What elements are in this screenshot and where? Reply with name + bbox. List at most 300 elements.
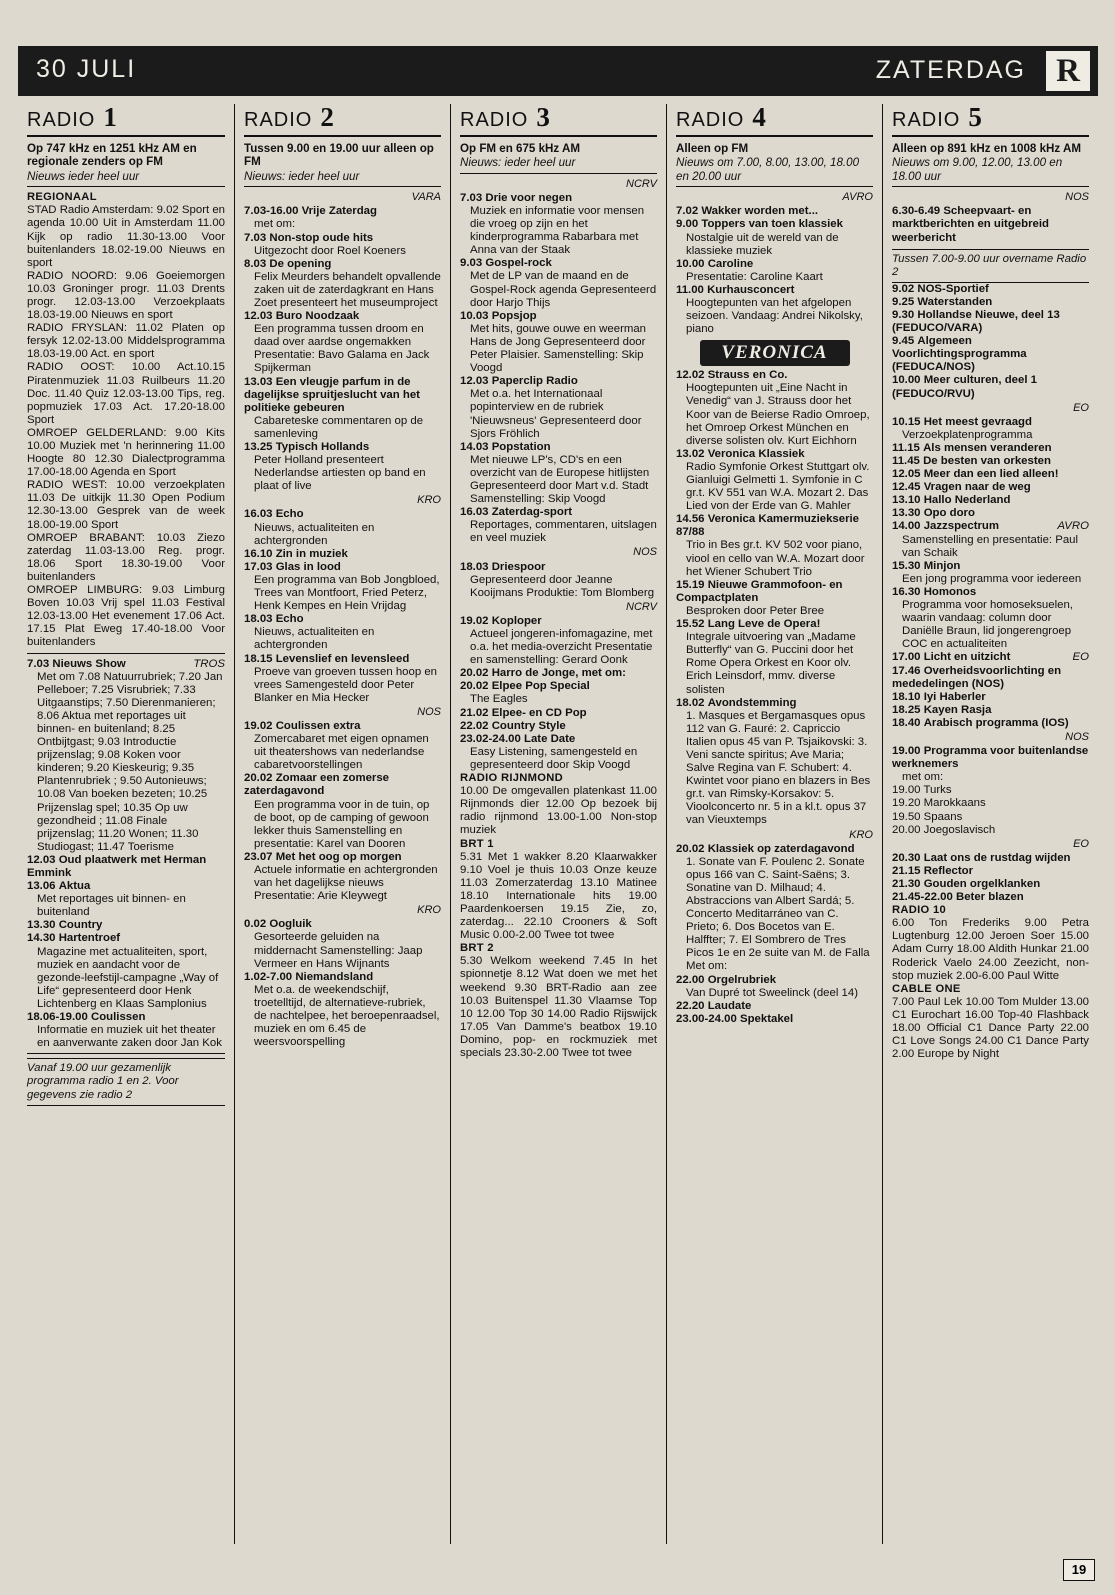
programme-title: Als mensen veranderen [923, 441, 1052, 454]
header-logo: R [1046, 51, 1090, 91]
programme-time: 13.03 [244, 375, 273, 388]
programme-time: 18.06-19.00 [27, 1011, 88, 1024]
schedule-paragraph: STAD Radio Amsterdam: 9.02 Sport en agenda 10.00 Uit in Amsterdam 11.00 Kijk op radio 11.30-13.00 Voor buitenlanders 18.02-19.00 Nieuws en sport [27, 204, 225, 269]
programme-entry [892, 416, 1089, 442]
programme-description: Met de LP van de maand en de Gospel-Rock agenda Gepresenteerd door Harjo Thijs [470, 270, 657, 309]
section-divider [27, 186, 225, 187]
programme-time: 16.03 [460, 506, 489, 519]
programme-title: Echo [275, 613, 304, 626]
programme-time: 20.02 [676, 842, 705, 855]
programme-entry [460, 506, 657, 545]
schedule-line: 19.20 Marokkaans [892, 797, 986, 810]
programme-time: 13.02 [676, 447, 705, 460]
broadcaster-label: AVRO [842, 191, 873, 204]
programme-title-line [676, 513, 873, 539]
programme-description: Met o.a. het Internationaal popinterview en de rubriek 'Nieuwsneus' Gepresenteerd door Sjors Fröhlich [470, 388, 642, 440]
programme-entry [244, 376, 441, 441]
schedule-paragraph: RADIO NOORD: 9.06 Goeiemorgen 10.03 Groninger progr. 11.03 Drents progr. 12.03-13.00 Verzoekplaats 18.03-19.00 Nieuws en sport [27, 269, 225, 322]
programme-time: 15.52 [676, 618, 705, 631]
broadcaster-label: EO [1072, 651, 1089, 664]
news-schedule: Nieuws ieder heel uur [27, 169, 140, 183]
schedule-paragraph: 5.30 Welkom weekend 7.45 In het spionnetje 8.12 Wat doen we met het weekend 9.30 BRT-Radio aan zee 10.03 Buitenspel 11.30 Vlaamse Top 10 12.00 Top 30 14.00 Radio Rijswijck 17.05 Van Damme's beatbox 19.10 Domino, pop- en rockmuziek met specials 23.30-2.00 Twee tot twee [460, 955, 657, 1059]
programme-title-line [244, 772, 441, 798]
programme-title: Coulissen extra [275, 719, 361, 732]
programme-time: 18.03 [460, 560, 489, 573]
schedule-paragraph: 5.31 Met 1 wakker 8.20 Klaarwakker 9.10 Voel je thuis 10.03 Onze keuze 11.03 Zomerzaterdag 13.10 Matinee 18.10 Internationale hits 19.00 Paardenkoersen 19.15 Zie, zo, zaterdag... 22.10 Crooners & Soft Music 0.00-2.00 Twee tot twee [460, 850, 657, 942]
programme-time: 9.00 [676, 218, 699, 231]
programme-time: 9.03 [460, 257, 483, 270]
programme-title-line [892, 878, 1089, 891]
schedule-paragraph: RADIO FRYSLAN: 11.02 Platen op fersyk 12.02-13.00 Middelsprogramma 18.03-19.00 Act. en sport [27, 322, 225, 361]
programme-description: Gepresenteerd door Jeanne Kooijmans Produktie: Tom Blomberg [470, 573, 655, 599]
programme-title: Oud plaatwerk met Herman Emmink [27, 853, 207, 879]
programme-entry [244, 310, 441, 375]
programme-time: 18.10 [892, 690, 921, 703]
programme-title-line [676, 697, 873, 710]
programme-title-line [27, 919, 225, 932]
programme-time: 10.15 [892, 415, 921, 428]
header-divider [27, 135, 225, 137]
programme-title: Aktua [58, 880, 91, 893]
programme-entry [892, 520, 1089, 559]
programme-description: Informatie en muziek uit het theater en aanverwante zaken door Jan Kok [37, 1024, 222, 1050]
programme-title: Avondstemming [707, 696, 797, 709]
programme-title: Homonos [923, 585, 977, 598]
programme-title: Waterstanden [917, 295, 993, 308]
programme-time: 22.20 [676, 999, 705, 1012]
programme-title: De besten van orkesten [923, 455, 1051, 467]
programme-time: 17.00 [892, 651, 921, 664]
programme-entry [892, 455, 1089, 468]
programme-title: Coulissen [90, 1011, 146, 1024]
programme-title-line [244, 205, 441, 218]
programme-title-line [892, 296, 1089, 309]
section-divider [892, 186, 1089, 187]
section-heading: REGIONAAL [27, 191, 97, 204]
programme-time: 18.25 [892, 703, 921, 716]
programme-title: Gouden orgelklanken [923, 878, 1041, 890]
station-word: RADIO [27, 109, 96, 131]
station-column-4 [666, 104, 882, 1544]
broadcaster-label: EO [1073, 401, 1089, 414]
programme-entry [244, 258, 441, 310]
broadcaster-label: EO [1073, 837, 1089, 850]
page-header [18, 46, 1098, 96]
programme-title-line [892, 205, 1089, 244]
programme-time: 14.00 [892, 520, 921, 533]
programme-time: 17.03 [244, 560, 273, 573]
programme-entry [27, 880, 225, 919]
programme-title-line [676, 448, 873, 461]
programme-time: 20.02 [460, 680, 489, 693]
programme-entry [892, 468, 1089, 481]
header-divider [460, 135, 657, 137]
programme-title-line [892, 374, 1089, 400]
programme-entry [460, 561, 657, 600]
programme-title-line [460, 441, 657, 454]
programme-time: 11.00 [676, 283, 704, 296]
section-heading: RADIO 10 [892, 904, 947, 917]
news-schedule: Nieuws om 7.00, 8.00, 13.00, 18.00 en 20.00 uur [676, 156, 860, 183]
programme-time: 23.00-24.00 [676, 1012, 737, 1025]
programme-title-line [244, 310, 441, 323]
programme-entry [27, 1011, 225, 1050]
programme-entry [892, 865, 1089, 878]
schedule-paragraph: 7.00 Paul Lek 10.00 Tom Mulder 13.00 C1 Eurochart 16.00 Top-40 Flashback 18.00 Official C1 Dance Party 22.00 C1 Love Songs 24.00 C1 Dance Party 2.00 Europe by Night [892, 995, 1089, 1061]
programme-entry [460, 707, 657, 720]
programme-entry [676, 843, 873, 974]
programme-description: Actuele informatie en achtergronden van het dagelijkse nieuws Presentatie: Arie Kleywegt [254, 864, 438, 903]
programme-title-line [892, 704, 1089, 717]
programme-title: Drie voor negen [485, 191, 573, 204]
programme-title: Meer dan een lied alleen! [923, 468, 1059, 481]
programme-title-line [892, 481, 1089, 494]
programme-description: met om: [902, 771, 944, 784]
programme-time: 8.03 [244, 257, 267, 270]
programme-description: 1. Masques et Bergamasques opus 112 van G. Fauré: 2. Capriccio Italien opus 45 van P. Tsjaikovski: 3. Veni sancte spiritus; Ave Maria; Salve Regina van F. Schubert: 4. Kwintet voor piano en blazers in Bes gr.t. van Rimsky-Korsakov: 5. Vioolconcerto nr. 5 in a kl.t. opus 37 van Vieuxtemps [686, 709, 871, 827]
schedule-paragraph: OMROEP LIMBURG: 9.03 Limburg Boven 10.03 Vrij spel 11.03 Festival 12.03-13.00 Het evenement 17.06 Act. 17.15 Plat Eweg 17.40-18.00 Voor buitenlanders [27, 584, 225, 649]
programme-entry [244, 205, 441, 231]
programme-description: Met om 7.08 Natuurrubriek; 7.20 Jan Pelleboer; 7.25 Visrubriek; 7.33 Uitgaanstips; 7.50 Dierenmanieren; 8.06 Aktua met reportages uit binnen- en buitenland; 8.25 Ontbijtgast; 9.03 Introductie prijzenslag; 9.08 Koken voor kinderen; 9.20 Kieskeurig; 9.35 Plantenrubriek ; 9.50 Autonieuws; 10.08 Van boeken bezeten; 10.25 Prijzenslag spel; 10.35 Op uw gezondheid ; 11.08 Finale prijzenslag; 11.20 Wonen; 11.30 Studiogast; 11.47 Toerisme [37, 670, 223, 853]
programme-title-line [892, 891, 1089, 904]
programme-entry [244, 653, 441, 705]
programme-description: Nieuws, actualiteiten en achtergronden [254, 626, 375, 652]
programme-time: 21.02 [460, 706, 489, 719]
programme-title: Caroline [707, 257, 754, 270]
programme-title: Nieuws Show [52, 657, 126, 670]
programme-title: Glas in lood [275, 560, 341, 573]
programme-title: Hartentroef [58, 932, 121, 945]
programme-title-line [892, 494, 1089, 507]
programme-time: 18.40 [892, 716, 921, 729]
programme-entry [244, 971, 441, 1050]
programme-entry [27, 854, 225, 880]
programme-time: 20.02 [244, 772, 273, 785]
programme-title-line [244, 971, 441, 984]
programme-entry [676, 369, 873, 448]
programme-entry [892, 745, 1089, 784]
programme-time: 21.45-22.00 [892, 891, 953, 904]
programme-time: 13.10 [892, 494, 921, 507]
programme-title: Spektakel [739, 1012, 794, 1025]
programme-entry [676, 284, 873, 336]
station-header [244, 104, 441, 133]
programme-entry [892, 651, 1089, 664]
programme-entry [27, 658, 225, 854]
programme-entry [892, 665, 1089, 691]
programme-entry [676, 697, 873, 828]
programme-description: Samenstelling en presentatie: Paul van Schaik [902, 533, 1079, 559]
programme-time: 12.03 [244, 310, 273, 323]
programme-title-line [244, 561, 441, 574]
programme-title-line [676, 218, 873, 231]
programme-title-line [244, 376, 441, 415]
programme-time: 1.02-7.00 [244, 970, 293, 983]
programme-entry [892, 296, 1089, 309]
header-divider [244, 135, 441, 137]
programme-entry [676, 218, 873, 257]
programme-title-line [244, 613, 441, 626]
broadcaster-label: NOS [417, 705, 441, 718]
programme-title-line [676, 258, 873, 271]
programme-title: Beter blazen [955, 891, 1024, 904]
programme-title: Opo doro [923, 507, 975, 520]
programme-title-line [892, 586, 1089, 599]
programme-description: Van Dupré tot Sweelinck (deel 14) [686, 986, 859, 999]
programme-title-line [27, 854, 225, 880]
programme-description: Radio Symfonie Orkest Stuttgart olv. Gianluigi Gelmetti 1. Symfonie in C gr.t. KV 551 van W.A. Mozart 2. Das Lied von der Erde van G. Mahler [686, 460, 870, 513]
programme-description: Hoogtepunten van het afgelopen seizoen. Vandaag: Andrei Nikolsky, piano [686, 296, 863, 336]
programme-title-line [676, 579, 873, 605]
programme-entry [892, 891, 1089, 904]
programme-time: 7.03-16.00 [244, 205, 299, 218]
programme-title-line [676, 974, 873, 987]
station-word: RADIO [676, 109, 745, 131]
programme-entry [460, 192, 657, 257]
programme-title: Laudate [707, 999, 752, 1012]
programme-entry [676, 258, 873, 284]
programme-title-line [892, 717, 1089, 730]
programme-description: Cabareteske commentaren op de samenleving [254, 414, 424, 440]
programme-time: 17.46 [892, 664, 921, 677]
veronica-logo: VERONICA [700, 340, 850, 366]
programme-title: Nieuwe Grammofoon- en Compactplaten [676, 578, 843, 604]
programme-title-line [460, 680, 657, 693]
programme-entry [676, 1013, 873, 1026]
programme-description: Actueel jongeren-infomagazine, met o.a. het media-overzicht Presentatie en samenstelling: Gerard Oonk [470, 628, 653, 667]
programme-description: Felix Meurders behandelt opvallende zaken uit de zaterdagkrant en Hans Zoet presenteert het museumproject [254, 270, 441, 309]
programme-title-line [892, 520, 1089, 533]
programme-title: Veronica Klassiek [707, 447, 805, 460]
programme-title: Meer culturen, deel 1 (FEDUCO/RVU) [892, 374, 1037, 400]
station-number: 3 [536, 102, 550, 132]
programme-title: Toppers van toen klassiek [701, 218, 843, 231]
programme-entry [460, 733, 657, 772]
programme-title-line [892, 560, 1089, 573]
programme-description: Zomercabaret met eigen opnamen uit theatershows van nederlandse cabaretvoorstellingen [254, 733, 429, 772]
programme-entry [892, 717, 1089, 730]
programme-entry [460, 667, 657, 680]
programme-title: Vrije Zaterdag [301, 205, 377, 218]
programme-description: Gesorteerde geluiden na middernacht Samenstelling: Jaap Vermeer en Hans Wijnants [254, 931, 423, 970]
programme-time: 13.30 [892, 507, 921, 520]
station-column-3 [450, 104, 666, 1544]
programme-description: The Eagles [470, 693, 528, 706]
section-divider [27, 1053, 225, 1054]
programme-time: 10.00 [676, 257, 705, 270]
programme-entry [460, 375, 657, 440]
schedule-paragraph: RADIO WEST: 10.00 verzoekplaten 11.03 De uitkijk 11.30 Open Podium 12.30-13.00 Gesprek van de week 18.00-19.00 Sport [27, 479, 225, 531]
programme-entry [460, 310, 657, 375]
programme-entry [892, 507, 1089, 520]
programme-title-line [892, 665, 1089, 691]
programme-title-line [892, 468, 1089, 481]
programme-title: Strauss en Co. [707, 369, 788, 382]
programme-title: Non-stop oude hits [269, 231, 374, 244]
programme-title-line [244, 918, 441, 931]
station-header [460, 104, 657, 133]
programme-description: Peter Holland presenteert Nederlandse artiesten op band en plaat of live [254, 454, 426, 493]
programme-title: Elpee- en CD Pop [491, 706, 587, 719]
broadcaster-label: TROS [193, 657, 225, 670]
programme-title-line [27, 932, 225, 945]
listings-columns [18, 104, 1098, 1544]
station-number: 5 [968, 102, 982, 132]
programme-time: 18.02 [676, 696, 705, 709]
station-word: RADIO [244, 109, 313, 131]
programme-description: Muziek en informatie voor mensen die vroeg op zijn en het kinderprogramma Rabarbara met Anna van der Staak [470, 205, 645, 257]
programme-description: Reportages, commentaren, uitslagen en veel muziek [470, 519, 657, 545]
programme-title-line [460, 733, 657, 746]
programme-description: Nieuws, actualiteiten en achtergronden [254, 521, 375, 547]
programme-title: Algemeen Voorlichtingsprogramma (FEDUCA/NOS) [892, 335, 1027, 374]
programme-title: Paperclip Radio [491, 375, 578, 388]
programme-time: 12.05 [892, 468, 921, 481]
programme-entry [460, 720, 657, 733]
frequency-info: Tussen 9.00 en 19.00 uur alleen op FM [244, 142, 434, 169]
programme-description: Met nieuwe LP's, CD's en een overzicht van de Europese hitlijsten Gepresenteerd door Mart v.d. Stadt Samenstelling: Skip Voogd [470, 453, 650, 506]
programme-title-line [892, 651, 1089, 664]
programme-title: Jazzspectrum [923, 520, 1000, 533]
programme-title-line [892, 442, 1089, 455]
programme-time: 9.30 [892, 308, 915, 321]
programme-description: Proeve van groeven tussen hoop en vrees Samengesteld door Peter Blanker en Mia Hecker [254, 665, 438, 704]
programme-entry [244, 508, 441, 547]
section-divider [676, 186, 873, 187]
programme-time: 23.07 [244, 850, 273, 863]
station-header [892, 104, 1089, 133]
programme-title: De opening [269, 257, 332, 270]
programme-title-line [460, 720, 657, 733]
programme-description: Met hits, gouwe ouwe en weerman Hans de Jong Gepresenteerd door Peter Plaisier. Samenstelling: Skip Voogd [470, 322, 647, 375]
schedule-paragraph: 6.00 Ton Frederiks 9.00 Petra Lugtenburg 12.00 Jeroen Soer 15.00 Adam Curry 18.00 Aldith Hunkar 21.00 Roderick Vaelo 24.00 Zeezicht, non-stop muziek 2.00-6.00 Paul Witte [892, 917, 1089, 982]
programme-title: Popsjop [491, 309, 537, 322]
frequency-info: Alleen op 891 kHz en 1008 kHz AM [892, 142, 1082, 155]
programme-entry [676, 974, 873, 1000]
programme-time: 14.30 [27, 932, 56, 945]
programme-time: 18.03 [244, 613, 273, 626]
programme-time: 22.02 [460, 719, 489, 732]
programme-title: Lang Leve de Opera! [707, 618, 821, 631]
note-text: Vanaf 19.00 uur gezamenlijk programma radio 1 en 2. Voor gegevens zie radio 2 [27, 1058, 225, 1105]
programme-description: Met o.a. de weekendschijf, troetelltijd, de alternatieve-rubriek, de nachtelpee, het beroepenraadsel, muziek en om 6.45 de weersvoorspelling [254, 983, 440, 1049]
programme-title-line [244, 508, 441, 521]
programme-time: 14.56 [676, 513, 705, 526]
programme-time: 16.03 [244, 508, 273, 521]
programme-description: Integrale uitvoering van „Madame Butterfly“ van G. Puccini door het Rome Opera Orkest en Koor olv. Erich Leinsdorf, mmv. diverse solisten [686, 631, 856, 696]
programme-entry [892, 878, 1089, 891]
programme-title-line [460, 257, 657, 270]
programme-time: 19.00 [892, 745, 921, 758]
programme-title: Hollandse Nieuwe, deel 13 (FEDUCO/VARA) [892, 308, 1060, 335]
programme-time: 9.25 [892, 295, 915, 308]
programme-title: Late Date [523, 732, 576, 745]
section-divider [27, 653, 225, 654]
programme-title: Koploper [491, 614, 542, 627]
programme-title-line [27, 880, 225, 893]
schedule-paragraph: OMROEP GELDERLAND: 9.00 Kits 10.00 Muziek met 'n herinnering 11.00 Hoogte 80 12.30 Dialectprogramma 17.00-18.00 Agenda en Sport [27, 426, 225, 479]
programme-title: Zomaar een zomerse zaterdagavond [244, 772, 390, 798]
programme-entry [892, 586, 1089, 651]
broadcaster-label: KRO [417, 494, 441, 507]
news-schedule: Nieuws: ieder heel uur [460, 156, 576, 170]
programme-time: 12.45 [892, 481, 921, 494]
programme-title: NOS-Sportief [917, 282, 989, 295]
programme-title: Scheepvaart- en marktberichten en uitgebreid weerbericht [892, 205, 1049, 244]
programme-title: Oogluik [269, 918, 312, 931]
programme-time: 9.02 [892, 282, 915, 295]
programme-entry [676, 579, 873, 618]
programme-time: 12.03 [27, 853, 56, 866]
programme-title: Arabisch programma (IOS) [923, 716, 1069, 729]
programme-title: Gospel-rock [485, 257, 552, 270]
programme-title-line [460, 561, 657, 574]
programme-entry [676, 448, 873, 513]
programme-time: 16.10 [244, 547, 273, 560]
programme-title-line [676, 369, 873, 382]
programme-title: Harro de Jonge, met om: [491, 667, 626, 680]
programme-description: Besproken door Peter Bree [686, 604, 825, 617]
station-column-1 [18, 104, 234, 1544]
programme-description: Hoogtepunten uit „Eine Nacht in Venedig“ van J. Strauss door het Koor van de Beierse Radio Omroep, het Omroep Orkest München en diverse solisten olv. Kurt Eichhorn [686, 382, 870, 447]
programme-title-line [892, 852, 1089, 865]
programme-time: 10.03 [460, 309, 489, 322]
programme-title: Licht en uitzicht [923, 651, 1011, 664]
news-schedule: Nieuws om 9.00, 12.00, 13.00 en 18.00 uur [892, 156, 1063, 183]
programme-time: 11.15 [892, 441, 920, 454]
programme-title: Veronica Kamermuziekserie 87/88 [676, 513, 860, 539]
programme-title-line [892, 745, 1089, 771]
programme-time: 10.00 [892, 374, 921, 387]
broadcaster-label: NOS [1065, 730, 1089, 743]
programme-title-line [460, 667, 657, 680]
programme-time: 12.02 [676, 369, 705, 382]
schedule-line: 19.00 Turks [892, 784, 952, 797]
broadcaster-label: NOS [633, 546, 657, 559]
programme-description: Een programma tussen droom en daad over aardse ongemakken Presentatie: Bavo Galama en Jack Spijkerman [254, 323, 430, 375]
note-text: Tussen 7.00-9.00 uur overname Radio 2 [892, 249, 1089, 283]
station-header [27, 104, 225, 133]
programme-entry [676, 618, 873, 697]
programme-time: 13.06 [27, 880, 56, 893]
header-divider [676, 135, 873, 137]
programme-title: Levenslief en levensleed [275, 652, 410, 665]
programme-title: Wakker worden met... [701, 205, 819, 218]
broadcaster-label: NCRV [626, 600, 657, 613]
programme-entry [460, 615, 657, 667]
programme-title: Laat ons de rustdag wijden [923, 851, 1071, 864]
programme-title: Kayen Rasja [923, 703, 992, 716]
programme-entry [244, 918, 441, 970]
programme-time: 9.45 [892, 335, 915, 348]
programme-description: Presentatie: Caroline Kaart [686, 270, 823, 283]
programme-entry [244, 548, 441, 561]
programme-time: 15.19 [676, 578, 705, 591]
programme-title: Popstation [491, 440, 551, 453]
programme-time: 20.02 [460, 667, 489, 680]
programme-description: Magazine met actualiteiten, sport, muziek en aandacht voor de gezonde-leefstijl-campagne „Way of Life“ gepresenteerd door Henk Lichtenberg en Klaas Samplonius [37, 945, 219, 1010]
programme-title: Country [58, 919, 103, 932]
programme-time: 7.03 [244, 231, 267, 244]
page-number: 19 [1063, 1559, 1095, 1581]
programme-title-line [244, 258, 441, 271]
programme-title-line [892, 507, 1089, 520]
programme-title-line [460, 310, 657, 323]
programme-time: 15.30 [892, 559, 921, 572]
programme-entry [892, 205, 1089, 244]
header-divider [892, 135, 1089, 137]
programme-entry [676, 513, 873, 578]
